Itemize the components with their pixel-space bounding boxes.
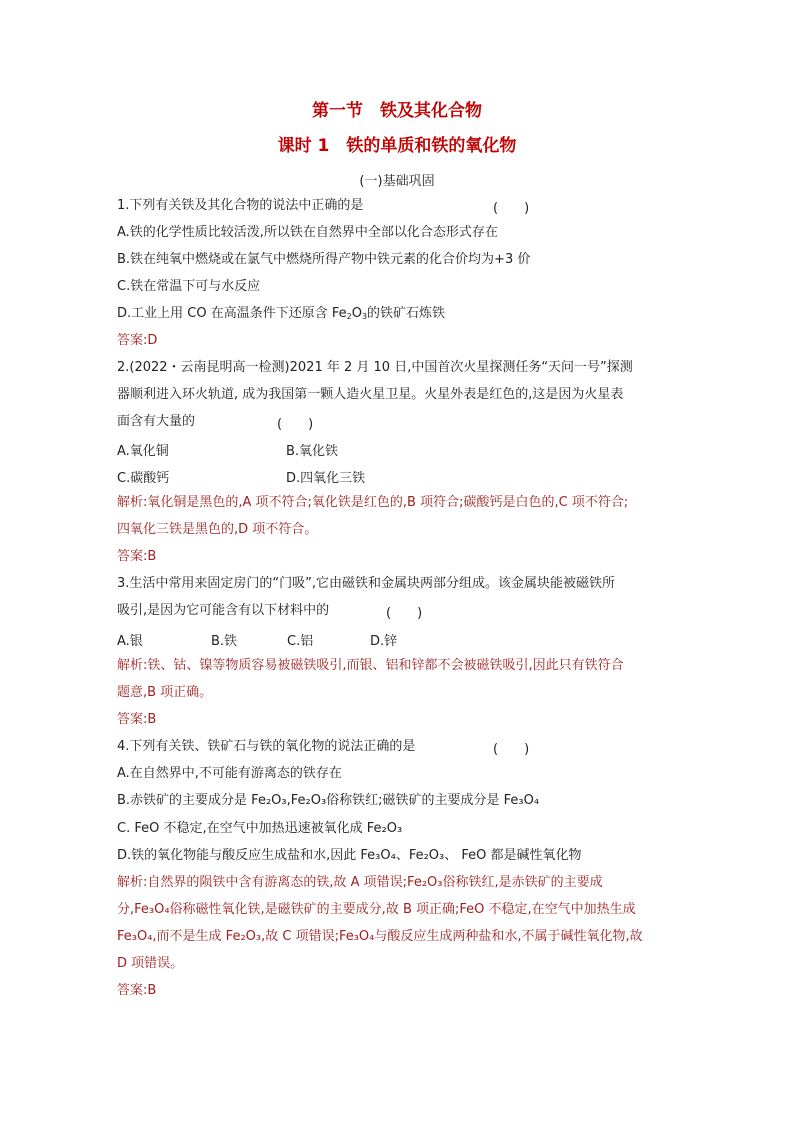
q4-stem: 4.下列有关铁、铁矿石与铁的氧化物的说法正确的是 — [117, 739, 416, 754]
q2-option-c: C.碳酸钙 — [117, 471, 170, 486]
q2-option-b: B.氧化铁 — [286, 444, 339, 459]
q3-stem-line2: 吸引,是因为它可能含有以下材料中的 — [117, 603, 330, 618]
q4-option-d: D.铁的氧化物能与酸反应生成盐和水,因此 Fe₃O₄、Fe₂O₃、 FeO 都是碱性氧化物 — [117, 848, 582, 863]
q3-answer: 答案:B — [117, 712, 157, 727]
q2-stem-line2: 器顺利进入环火轨道, 成为我国第一颗人造火星卫星。火星外表是红色的,这是因为火星表 — [117, 387, 624, 402]
q3-answer-blank: ( ) — [386, 606, 423, 621]
q4-explanation-line2: 分,Fe₃O₄俗称磁性氧化铁,是磁铁矿的主要成分,故 B 项正确;FeO 不稳定,在空气中加热生成 — [117, 902, 636, 917]
q4-option-a: A.在自然界中,不可能有游离态的铁存在 — [117, 766, 342, 781]
q4-explanation-line4: D 项错误。 — [117, 956, 184, 971]
q2-option-d: D.四氧化三铁 — [286, 471, 366, 486]
q2-explanation-line1: 解析:氧化铜是黑色的,A 项不符合;氧化铁是红色的,B 项符合;碳酸钙是白色的,C 项不符合; — [117, 495, 629, 510]
section-heading: (一)基础巩固 — [359, 174, 435, 189]
q2-explanation-line2: 四氧化三铁是黑色的,D 项不符合。 — [117, 522, 318, 537]
q4-explanation-line3: Fe₃O₄,而不是生成 Fe₂O₃,故 C 项错误;Fe₃O₄与酸反应生成两种盐和水,不属于碱性氧化物,故 — [117, 929, 643, 944]
q4-answer-blank: ( ) — [493, 742, 530, 757]
q3-explanation-line2: 题意,B 项正确。 — [117, 685, 213, 700]
q2-stem-line3: 面含有大量的 — [117, 414, 196, 429]
lesson-subtitle: 课时 1 铁的单质和铁的氧化物 — [277, 136, 517, 156]
q3-option-b: B.铁 — [211, 634, 238, 649]
q1-option-a: A.铁的化学性质比较活泼,所以铁在自然界中全部以化合态形式存在 — [117, 225, 498, 240]
q1-option-d: D.工业上用 CO 在高温条件下还原含 $Fe_2O_3$的铁矿石炼铁 — [117, 306, 446, 321]
q4-answer: 答案:B — [117, 983, 157, 998]
q4-explanation-line1: 解析:自然界的陨铁中含有游离态的铁,故 A 项错误;Fe₂O₃俗称铁红,是赤铁矿的主要成 — [117, 875, 603, 890]
q4-option-c: C. FeO 不稳定,在空气中加热迅速被氧化成 Fe₂O₃ — [117, 821, 403, 836]
q3-option-c: C.铝 — [287, 634, 314, 649]
q3-option-a: A.银 — [117, 634, 143, 649]
q1-option-b: B.铁在纯氧中燃烧或在氯气中燃烧所得产物中铁元素的化合价均为+3 价 — [117, 252, 531, 267]
q2-answer-blank: ( ) — [277, 417, 314, 432]
q3-explanation-line1: 解析:铁、钴、镍等物质容易被磁铁吸引,而银、铝和锌都不会被磁铁吸引,因此只有铁符合 — [117, 658, 624, 673]
q2-stem-line1: 2.(2022・云南昆明高一检测)2021 年 2 月 10 日,中国首次火星探测任务“天问一号”探测 — [117, 360, 633, 375]
q3-option-d: D.锌 — [370, 634, 398, 649]
q1-option-c: C.铁在常温下可与水反应 — [117, 279, 261, 294]
q4-option-b: B.赤铁矿的主要成分是 Fe₂O₃,Fe₂O₃俗称铁红;磁铁矿的主要成分是 Fe₃O₄ — [117, 793, 540, 808]
q2-option-a: A.氧化铜 — [117, 444, 169, 459]
page-title: 第一节 铁及其化合物 — [312, 101, 482, 121]
q1-stem: 1.下列有关铁及其化合物的说法中正确的是 — [117, 198, 364, 213]
q3-stem-line1: 3.生活中常用来固定房门的“门吸”,它由磁铁和金属块两部分组成。该金属块能被磁铁所 — [117, 576, 616, 591]
q1-answer-blank: ( ) — [493, 201, 530, 216]
q2-answer: 答案:B — [117, 549, 157, 564]
q1-answer: 答案:D — [117, 333, 158, 348]
